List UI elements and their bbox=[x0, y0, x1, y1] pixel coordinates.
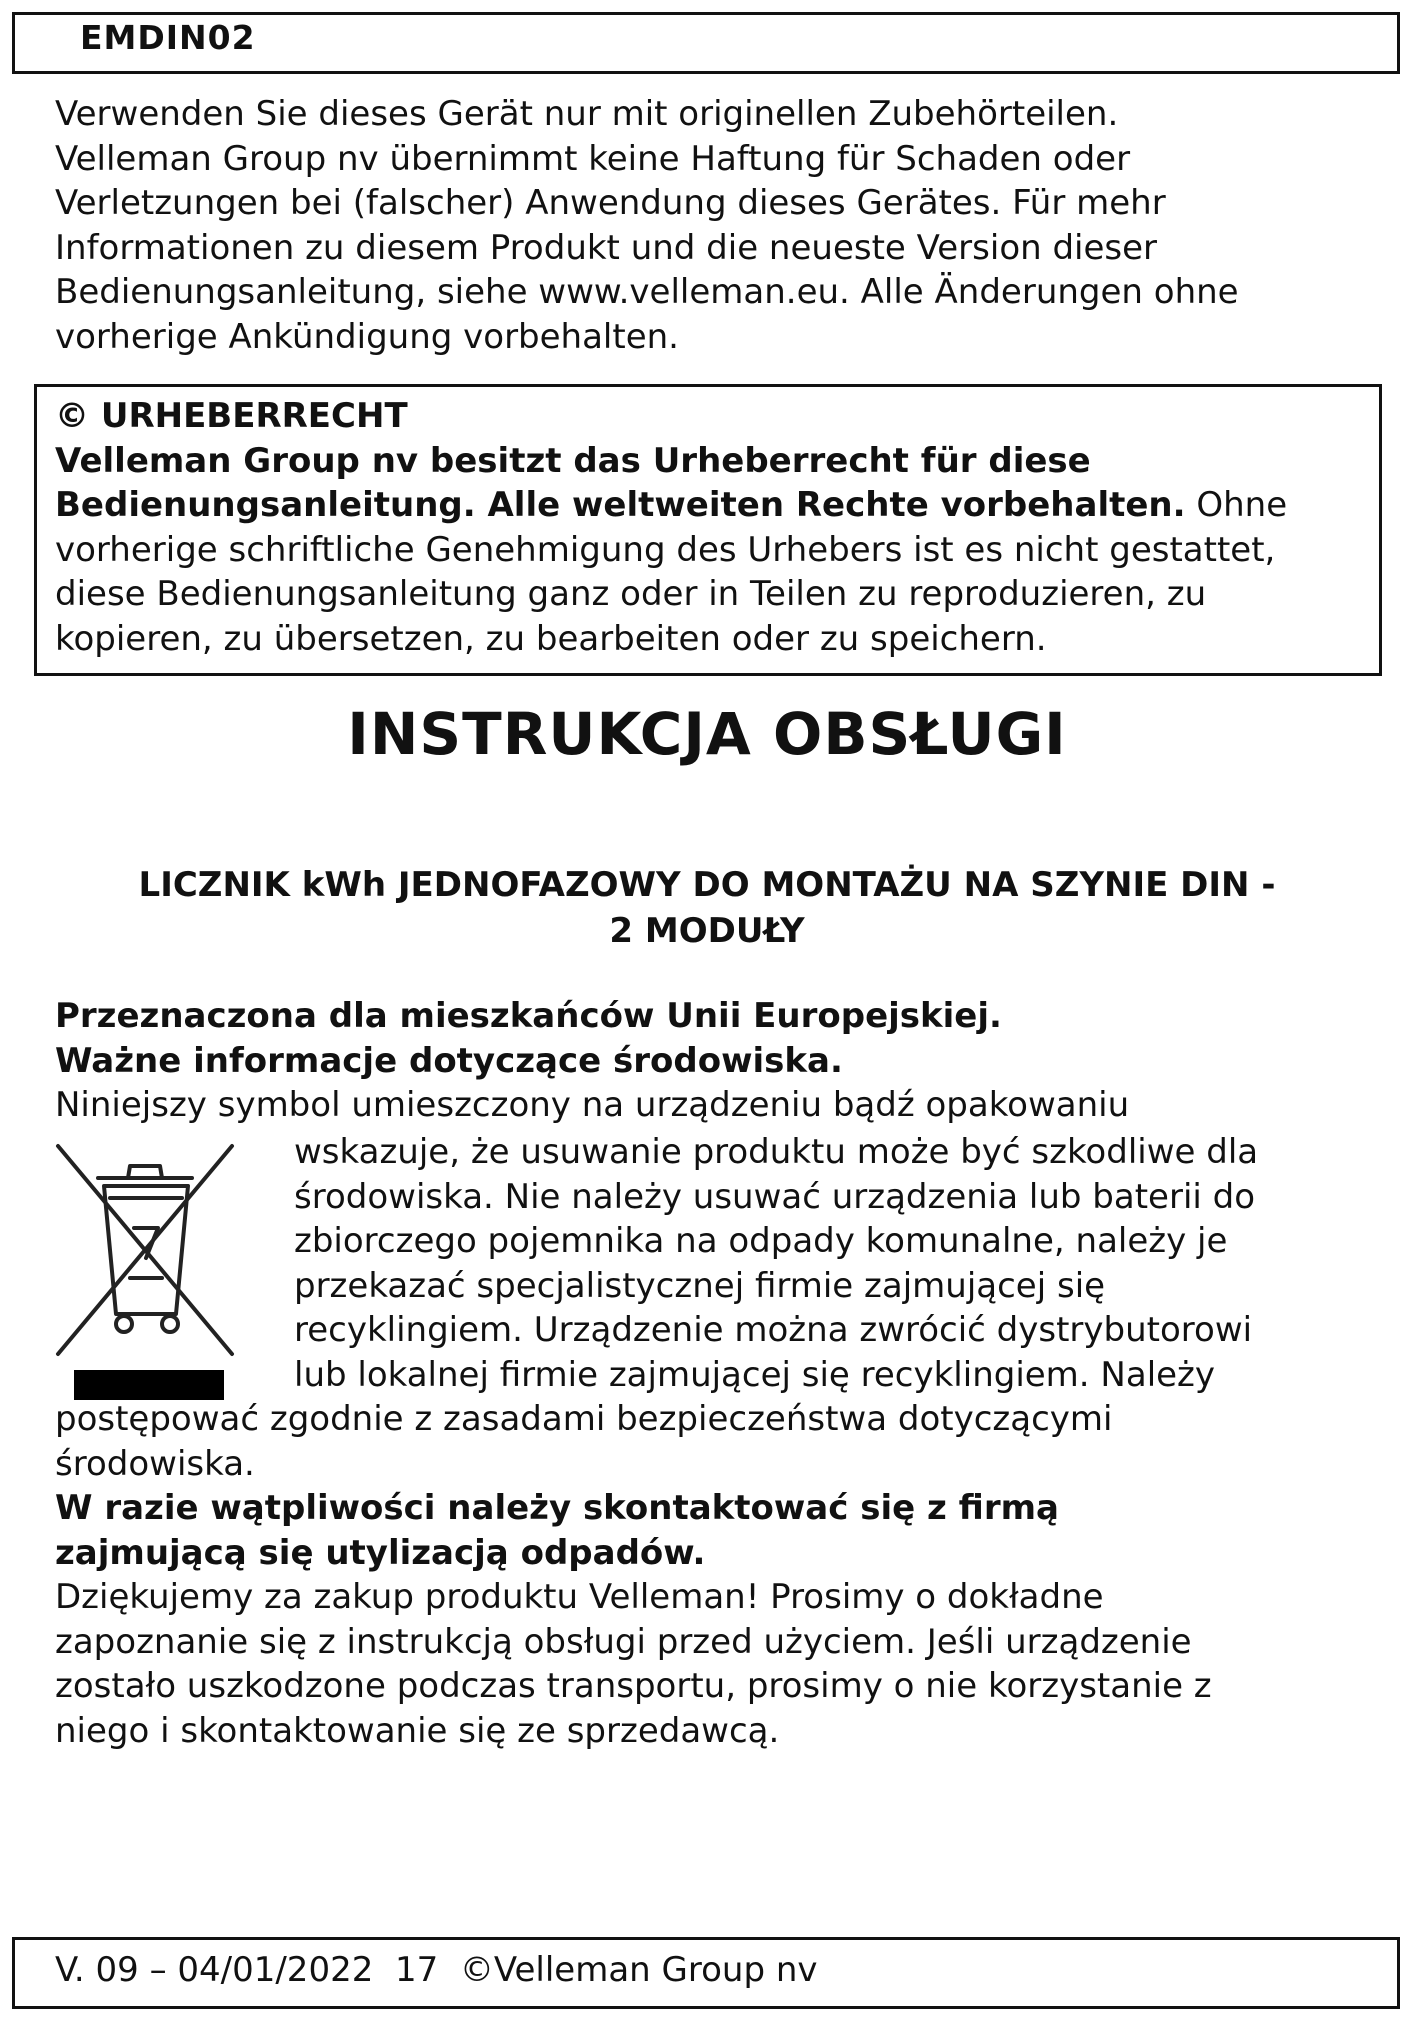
thanks-line: Dziękujemy za zakup produktu Velleman! Prosimy o dokładne bbox=[55, 1577, 1104, 1617]
environment-line: postępować zgodnie z zasadami bezpieczeństwa dotyczącymi bbox=[55, 1399, 1113, 1439]
environment-line: środowiska. bbox=[55, 1443, 255, 1484]
intro-line: vorherige Ankündigung vorbehalten. bbox=[55, 316, 679, 357]
copyright-bold-line: Bedienungsanleitung. Alle weltweiten Rechte vorbehalten. bbox=[55, 485, 1186, 525]
environment-heading: Przeznaczona dla mieszkańców Unii Europejskiej. bbox=[55, 996, 1002, 1036]
environment-tail bbox=[55, 1397, 1212, 1753]
document-code: EMDIN02 bbox=[80, 18, 256, 57]
thanks-line: zapoznanie się z instrukcją obsługi przed użyciem. Jeśli urządzenie bbox=[55, 1621, 1192, 1662]
copyright-heading: © URHEBERRECHT bbox=[55, 396, 408, 436]
footer-version: V. 09 – 04/01/2022 bbox=[55, 1950, 374, 1990]
environment-header bbox=[55, 994, 1129, 1128]
intro-line: Verwenden Sie dieses Gerät nur mit originellen Zubehörteilen. bbox=[55, 94, 1119, 134]
subtitle-line: 2 MODUŁY bbox=[609, 911, 805, 951]
footer-copyright: ©Velleman Group nv bbox=[459, 1950, 818, 1990]
intro-line: Verletzungen bei (falscher) Anwendung dieses Gerätes. Für mehr bbox=[55, 183, 1166, 223]
environment-line: środowiska. Nie należy usuwać urządzenia lub baterii do bbox=[294, 1176, 1256, 1217]
environment-line: Niniejszy symbol umieszczony na urządzeniu bądź opakowaniu bbox=[55, 1085, 1130, 1125]
intro-line: Bedienungsanleitung, siehe www.velleman.eu. Alle Änderungen ohne bbox=[55, 272, 1239, 312]
subtitle-line: LICZNIK kWh JEDNOFAZOWY DO MONTAŻU NA SZYNIE DIN - bbox=[138, 865, 1276, 905]
thanks-line: zostało uszkodzone podczas transportu, prosimy o nie korzystanie z bbox=[55, 1666, 1212, 1706]
notice-line: W razie wątpliwości należy skontaktować się z firmą bbox=[55, 1488, 1059, 1528]
environment-heading: Ważne informacje dotyczące środowiska. bbox=[55, 1040, 843, 1081]
intro-paragraph bbox=[55, 92, 1239, 359]
weee-bin-icon bbox=[50, 1138, 240, 1400]
intro-line: Informationen zu diesem Produkt und die neueste Version dieser bbox=[55, 227, 1158, 268]
copyright-bold-line: Velleman Group nv besitzt das Urheberrecht für diese bbox=[55, 440, 1091, 481]
footer bbox=[55, 1950, 818, 1990]
notice-line: zajmującą się utylizacją odpadów. bbox=[55, 1532, 706, 1573]
copyright-mixed-line bbox=[55, 483, 1287, 528]
thanks-line: niego i skontaktowanie się ze sprzedawcą. bbox=[55, 1710, 780, 1751]
page-title: INSTRUKCJA OBSŁUGI bbox=[347, 700, 1067, 768]
environment-line: lub lokalnej firmie zajmującej się recyklingiem. Należy bbox=[294, 1354, 1216, 1395]
environment-line: recyklingiem. Urządzenie można zwrócić dystrybutorowi bbox=[294, 1310, 1253, 1350]
copyright-paragraph bbox=[55, 394, 1287, 661]
environment-line: wskazuje, że usuwanie produktu może być szkodliwe dla bbox=[294, 1132, 1259, 1172]
copyright-line: diese Bedienungsanleitung ganz oder in Teilen zu reproduzieren, zu bbox=[55, 574, 1207, 614]
page-number: 17 bbox=[394, 1950, 439, 1990]
intro-line: Velleman Group nv übernimmt keine Haftung für Schaden oder bbox=[55, 138, 1131, 179]
product-subtitle bbox=[0, 862, 1414, 954]
environment-line: zbiorczego pojemnika na odpady komunalne, należy je bbox=[294, 1221, 1228, 1261]
environment-line: przekazać specjalistycznej firmie zajmującej się bbox=[294, 1265, 1106, 1306]
copyright-line: kopieren, zu übersetzen, zu bearbeiten oder zu speichern. bbox=[55, 618, 1047, 659]
copyright-line: vorherige schriftliche Genehmigung des Urhebers ist es nicht gestattet, bbox=[55, 529, 1276, 570]
environment-indented-text bbox=[294, 1130, 1258, 1397]
copyright-line-tail: Ohne bbox=[1185, 485, 1288, 525]
